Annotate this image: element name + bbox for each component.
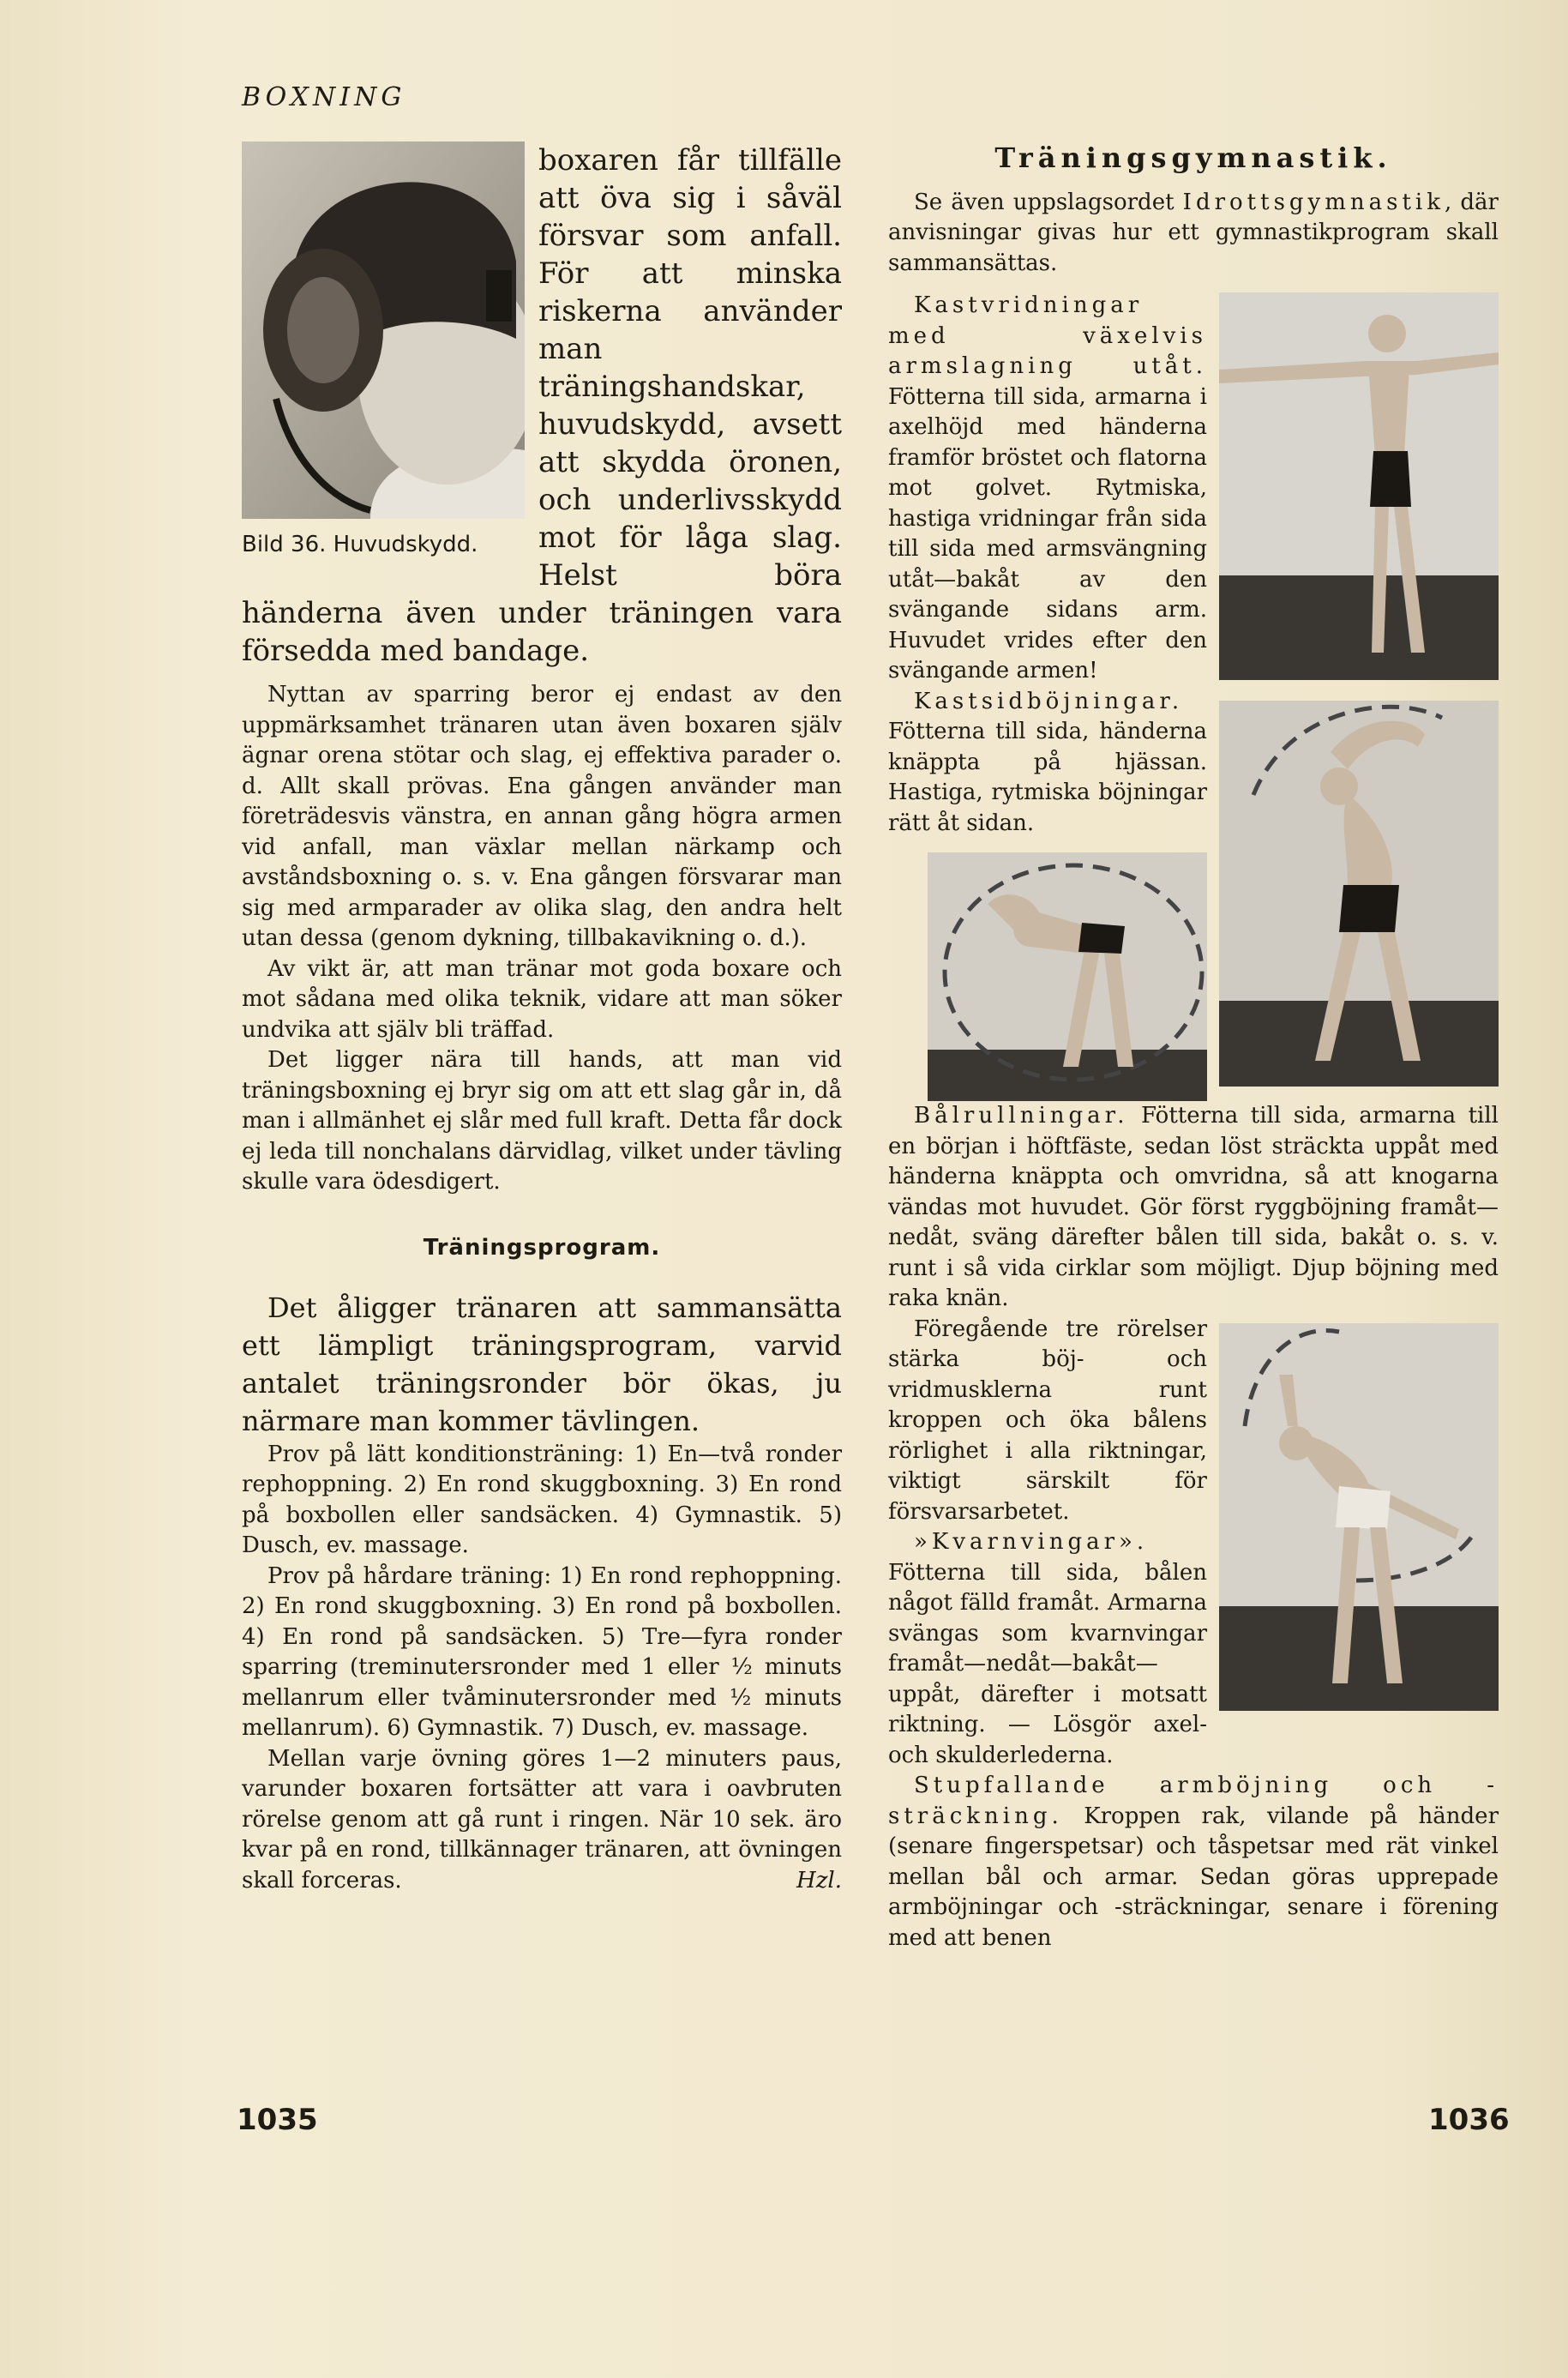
see-also-term: Idrottsgymnastik xyxy=(1182,189,1445,215)
exercise-note: Föregående tre rörelser stärka böj- och vridmusklerna runt kroppen och öka bålens rörlighet i alla riktningar, viktigt särskilt för försvarsarbetet. xyxy=(888,1315,1207,1525)
exercise-trunk-roll-text: Fötterna till sida, armarna till en början i höftfäste, sedan löst sträckta uppåt med händerna knäppta och omvridna, så att knogarna vändas mot huvudet. Gör först ryggböjning framåt—nedåt, sväng därefter bålen till sida, bakåt o. s. v. runt i så vida cirklar som möjligt. Djup böjning med raka knän. xyxy=(888,1103,1499,1311)
exercise-photo-twist xyxy=(1219,292,1499,680)
running-head: BOXNING xyxy=(242,82,406,112)
paragraph-light-training: Prov på lätt konditionsträning: 1) En—två ronder rephoppning. 2) En rond skuggboxning. 3) En rond på boxbollen eller sandsäcken. 4) Gymnastik. 5) Dusch, ev. massage. xyxy=(242,1441,842,1558)
paragraph-hard-training: Prov på hårdare träning: 1) En rond rephoppning. 2) En rond skuggboxning. 3) En rond på boxbollen. 4) En rond på sandsäcken. 5) Tre—fyra ronder sparring (treminutersronder med 1 eller ½ minuts mellanrum eller tvåminutersronder med ½ minuts mellanrum). 6) Gymnastik. 7) Dusch, ev. massage. xyxy=(242,1562,842,1741)
paragraph-sparring: Nyttan av sparring beror ej endast av den uppmärksamhet tränaren utan även boxaren själv ägnar orena stötar och slag, ej effektiva parader o. d. Allt skall prövas. Ena gången använder man företrädesvis vänstra, en annan gång högra armen vid anfall, man växlar mellan närkamp och avståndsboxning o. s. v. Ena gången försvarar man sig med armparader av olika slag, den andra helt utan dessa (genom dykning, tillbakavikning o. d.). xyxy=(242,682,842,951)
exercise-push-up xyxy=(888,1771,1499,1954)
headgear-photo xyxy=(242,141,525,519)
exercise-photo-trunk-roll xyxy=(928,852,1207,1101)
lead-paragraph: Det åligger tränaren att sammansätta ett lämpligt träningsprogram, varvid antalet träningsronder bör ökas, ju närmare man kommer tävlingen. xyxy=(242,1291,842,1437)
exercise-twist-name: Kastvridningar med växelvis armslagning utåt. xyxy=(888,292,1207,379)
exercise-photo-side-bend xyxy=(1219,701,1499,1087)
exercise-side-bend-name: Kastsidböjningar. xyxy=(914,688,1184,714)
paragraph-opponents: Av vikt är, att man tränar mot goda boxare och mot sådana med olika teknik, vidare att man söker undvika att själv bli träffad. xyxy=(242,955,842,1043)
exercise-windmill-name: »Kvarnvingar». xyxy=(914,1529,1149,1555)
paragraph-training-boxing: Det ligger nära till hands, att man vid träningsboxning ej bryr sig om att ett slag går in, då man i allmänhet ej slår med full kraft. Detta får dock ej leda till nonchalans därvidlag, vilket under tävling skulle vara ödesdigert. xyxy=(242,1047,842,1195)
exercise-side-bend-text: Fötterna till sida, händerna knäppta på hjässan. Hastiga, rytmiska böjningar rätt åt sidan. xyxy=(888,719,1207,836)
figure-caption: Bild 36. Huvudskydd. xyxy=(242,532,478,557)
paragraph-pause xyxy=(242,1744,842,1897)
paragraph-pause-text: Mellan varje övning göres 1—2 minuters paus, varunder boxaren fortsätter att vara i oavbruten rörelse genom att gå runt i ringen. När 10 sek. äro kvar på en rond, tillkännager tränaren, att övningen skall forceras. xyxy=(242,1745,842,1893)
exercise-photo-windmill xyxy=(1219,1323,1499,1711)
see-also-pre: Se även uppslagsordet xyxy=(914,189,1183,215)
figure-36 xyxy=(242,141,525,587)
see-also-paragraph xyxy=(888,188,1499,280)
see-also-post: , där anvisningar givas hur ett gymnastikprogram skall sammansättas. xyxy=(888,189,1499,276)
exercise-windmill-text: Fötterna till sida, bålen något fälld framåt. Armarna svängas som kvarnvingar framåt—nedåt—bakåt—uppåt, därefter i motsatt riktning. — Lösgör axel- och skulderlederna. xyxy=(888,1559,1207,1768)
section-heading-training-program: Träningsprogram. xyxy=(423,1234,661,1261)
left-column xyxy=(242,141,842,1896)
right-column xyxy=(888,141,1499,1954)
exercise-trunk-roll-name: Bålrullningar. xyxy=(914,1103,1129,1129)
page-number-right: 1036 xyxy=(1428,2103,1510,2137)
exercise-push-up-name: Stupfallande armböjning och -sträckning. xyxy=(888,1773,1499,1829)
exercise-push-up-text: Kroppen rak, vilande på händer (senare fingerspetsar) och tåspetsar med rät vinkel mellan bål och armar. Sedan göras upprepade armböjningar och -sträckningar, senare i förening med att benen xyxy=(888,1803,1499,1951)
section-title-gymnastics: Träningsgymnastik. xyxy=(994,141,1392,174)
intro-paragraph: boxaren får tillfälle att öva sig i såväl försvar som anfall. För att minska riskerna använder man träningshandskar, huvudskydd, avsett att skydda öronen, och underlivsskydd mot för låga slag. Helst böra händerna även under träningen vara försedda med bandage. xyxy=(242,143,842,668)
page-number-left: 1035 xyxy=(237,2103,318,2137)
exercise-twist-text: Fötterna till sida, armarna i axelhöjd med händerna framför bröstet och flatorna mot golvet. Rytmiska, hastiga vridningar från sida till sida med armsvängning utåt—bakåt av den svängande sidans arm. Huvudet vrides efter den svängande armen! xyxy=(888,383,1207,683)
author-signature: Hzl. xyxy=(796,1867,842,1893)
